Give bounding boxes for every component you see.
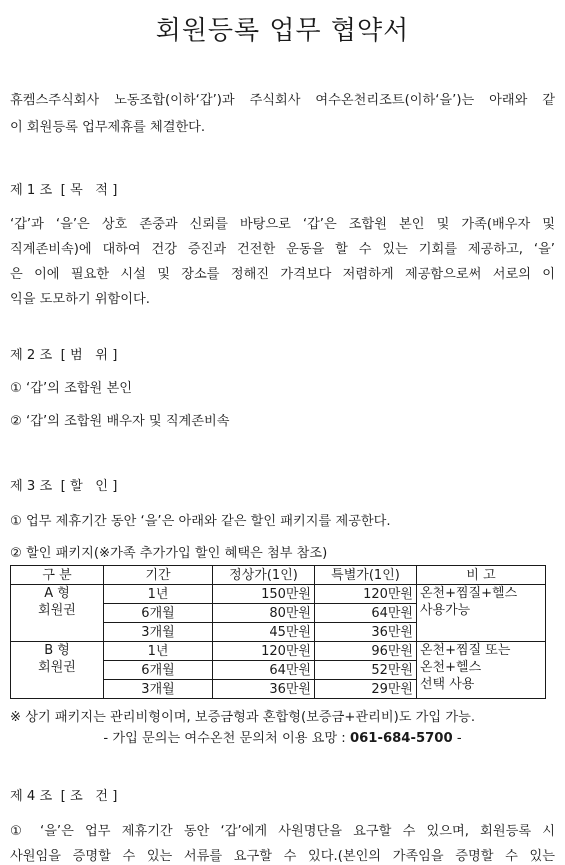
article-4-line-1: ① ‘을’은 업무 제휴기간 동안 ‘갑’에게 사원명단을 요구할 수 있으며, 회원등록 시 <box>10 824 555 839</box>
article-2-item-2: ② ‘갑’의 조합원 배우자 및 직계존비속 <box>10 414 230 429</box>
regular-price-cell: 150만원 <box>213 585 315 604</box>
article-3-item-1: ① 업무 제휴기간 동안 ‘을’은 아래와 같은 할인 패키지를 제공한다. <box>10 514 391 529</box>
regular-price-cell: 45만원 <box>213 623 315 642</box>
special-price-cell: 29만원 <box>315 680 417 699</box>
contact-line <box>0 727 565 746</box>
group-b-note: 온천+찜질 또는 온천+헬스 선택 사용 <box>417 642 546 699</box>
regular-price-cell: 64만원 <box>213 661 315 680</box>
period-cell: 3개월 <box>104 623 213 642</box>
special-price-cell: 36만원 <box>315 623 417 642</box>
special-price-cell: 52만원 <box>315 661 417 680</box>
contact-suffix: - <box>452 731 462 746</box>
header-category: 구 분 <box>11 566 104 585</box>
article-3-item-2: ② 할인 패키지(※가족 추가가입 할인 혜택은 첨부 참조) <box>10 546 328 561</box>
regular-price-cell: 36만원 <box>213 680 315 699</box>
period-cell: 1년 <box>104 642 213 661</box>
header-period: 기간 <box>104 566 213 585</box>
period-cell: 6개월 <box>104 661 213 680</box>
contact-prefix: - 가입 문의는 여수온천 문의처 이용 요망 : <box>103 731 350 746</box>
header-regular-price: 정상가(1인) <box>213 566 315 585</box>
article-3-heading: 제 3 조 [ 할 인 ] <box>10 479 118 494</box>
header-special-price: 특별가(1인) <box>315 566 417 585</box>
header-note: 비 고 <box>417 566 546 585</box>
period-cell: 6개월 <box>104 604 213 623</box>
group-a-note: 온천+찜질+헬스 사용가능 <box>417 585 546 642</box>
article-1-line-1: ‘갑’과 ‘을’은 상호 존중과 신뢰를 바탕으로 ‘갑’은 조합원 본인 및 가족(배우자 및 <box>10 217 555 232</box>
table-footnote: ※ 상기 패키지는 관리비형이며, 보증금형과 혼합형(보증금+관리비)도 가입 가능. <box>10 710 476 725</box>
article-4-line-2: 사원임을 증명할 수 있는 서류를 요구할 수 있다.(본인의 가족임을 증명할 수 있는 <box>10 849 555 864</box>
regular-price-cell: 80만원 <box>213 604 315 623</box>
intro-line-1: 휴켐스주식회사 노동조합(이하‘갑’)과 주식회사 여수온천리조트(이하‘을’)는 아래와 같 <box>10 93 555 108</box>
special-price-cell: 96만원 <box>315 642 417 661</box>
special-price-cell: 120만원 <box>315 585 417 604</box>
article-1-heading: 제 1 조 [ 목 적 ] <box>10 183 118 198</box>
regular-price-cell: 120만원 <box>213 642 315 661</box>
table-header-row <box>11 566 546 585</box>
contact-phone: 061-684-5700 <box>349 731 453 746</box>
article-1-line-4: 익을 도모하기 위함이다. <box>10 292 150 307</box>
article-2-heading: 제 2 조 [ 범 위 ] <box>10 348 118 363</box>
period-cell: 3개월 <box>104 680 213 699</box>
article-1-line-3: 은 이에 필요한 시설 및 장소를 정해진 가격보다 저렴하게 제공함으로써 서로의 이 <box>10 267 555 282</box>
article-1-line-2: 직계존비속)에 대하여 건강 증진과 건전한 운동을 할 수 있는 기회를 제공하고, ‘을’ <box>10 242 555 257</box>
article-4-heading: 제 4 조 [ 조 건 ] <box>10 789 118 804</box>
group-b-label: B 형 회원권 <box>11 642 104 699</box>
document-title: 회원등록 업무 협약서 <box>155 16 410 46</box>
intro-line-2: 이 회원등록 업무제휴를 체결한다. <box>10 120 206 135</box>
article-2-item-1: ① ‘갑’의 조합원 본인 <box>10 381 132 396</box>
group-a-label: A 형 회원권 <box>11 585 104 642</box>
period-cell: 1년 <box>104 585 213 604</box>
special-price-cell: 64만원 <box>315 604 417 623</box>
table-row <box>11 642 546 661</box>
table-row <box>11 585 546 604</box>
discount-package-table <box>10 565 546 699</box>
